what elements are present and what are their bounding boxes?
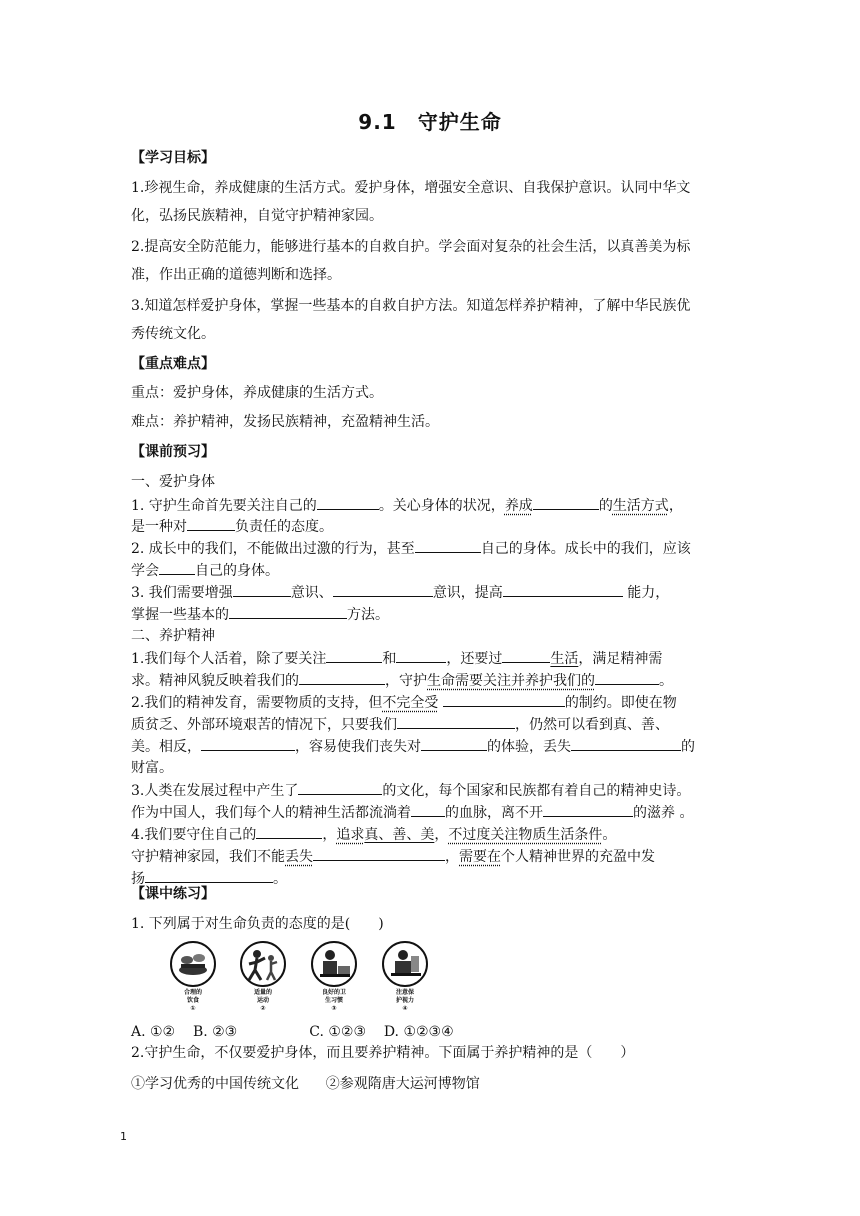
blank[interactable] [313,846,445,861]
page-title: 9.1 守护生命 [358,110,502,134]
blank[interactable] [397,714,515,729]
goal-3a: 3.知道怎样爱护身体，掌握一些基本的自救自护方法。知道怎样养护精神，了解中华民族优 [131,298,691,314]
blank[interactable] [571,736,681,751]
blank[interactable] [317,495,379,510]
blank[interactable] [333,582,433,597]
spirit-item-4: 4.我们要守住自己的 ，追求真、善、美，不过度关注物质生活条件。 [131,824,731,845]
blank[interactable] [443,692,565,707]
blank[interactable] [411,802,445,817]
spirit-item-3b: 作为中国人，我们每个人的精神生活都流淌着 的血脉，离不开 的滋养 。 [131,802,731,823]
spirit-item-2b: 质贫乏、外部环境艰苦的情况下，只要我们 ，仍然可以看到真、善、 [131,714,731,735]
spirit-item-5b: 扬 。 [131,868,731,889]
preview-item-2b: 学会 自己的身体。 [131,560,731,581]
blank[interactable] [187,516,235,531]
blank[interactable] [201,736,295,751]
preview-item-3b: 掌握一些基本的 方法。 [131,604,731,625]
blank[interactable] [421,736,487,751]
page-number: 1 [120,1130,127,1143]
option-c[interactable]: C. ①②③ [309,1024,366,1040]
option-d[interactable]: D. ①②③④ [383,1024,454,1040]
section-heading-preview: 【课前预习】 [131,444,215,460]
question-2: 2.守护生命，不仅要爱护身体，而且要养护精神。下面属于养护精神的是（ ） [131,1045,635,1061]
spirit-item-1b: 求。精神风貌反映着我们的 ，守护生命需要关注并养护我们的 。 [131,670,731,691]
question-2-statements: ①学习优秀的中国传统文化 ②参观隋唐大运河博物馆 [131,1076,480,1092]
blank[interactable] [229,604,347,619]
blank[interactable] [415,538,481,553]
key-point: 重点：爱护身体，养成健康的生活方式。 [131,385,383,401]
section-heading-keypoints: 【重点难点】 [131,356,215,372]
blank[interactable] [533,495,599,510]
question-1-images [165,940,435,1022]
preview-item-1a: 1. 守护生命首先要关注自己的 。关心身体的状况，养成 的生活方式， [131,495,731,516]
exercise-icon: 适量的 运动 ② [235,940,291,1012]
blank[interactable] [159,560,195,575]
spirit-item-2d: 财富。 [131,760,173,776]
option-b[interactable]: B. ②③ [192,1024,238,1040]
preview-heading-2: 二、养护精神 [131,628,215,644]
blank[interactable] [298,780,382,795]
section-heading-practice: 【课中练习】 [131,886,215,902]
blank[interactable] [503,582,623,597]
goal-3b: 秀传统文化。 [131,326,215,342]
hard-point: 难点：养护精神，发扬民族精神，充盈精神生活。 [131,414,439,430]
spirit-item-1a: 1.我们每个人活着，除了要关注 和 ，还要过 生活，满足精神需 [131,648,731,669]
spirit-item-2c: 美。相反， ，容易使我们丧失对 的体验，丢失 的 [131,736,731,757]
hygiene-habit-icon: 良好的卫 生习惯 ③ [306,940,362,1012]
healthy-diet-icon: 合理的 饮食 ① [165,940,221,1012]
blank[interactable] [256,824,322,839]
blank[interactable] [396,648,446,663]
blank[interactable] [543,802,633,817]
preview-item-3a: 3. 我们需要增强 意识、 意识，提高 能力， [131,582,731,603]
section-heading-goals: 【学习目标】 [131,150,215,166]
self-protection-icon: 注意保 护视力 ④ [377,940,433,1012]
preview-item-2a: 2. 成长中的我们，不能做出过激的行为，甚至 自己的身体。成长中的我们，应该 [131,538,731,559]
spirit-item-5a: 守护精神家园，我们不能丢失 ，需要在个人精神世界的充盈中发 [131,846,731,867]
goal-2b: 准，作出正确的道德判断和选择。 [131,267,341,283]
blank[interactable] [326,648,382,663]
blank[interactable] [145,868,273,883]
spirit-item-2a: 2.我们的精神发育，需要物质的支持，但不完全受 的制约。即使在物 [131,692,731,713]
blank[interactable] [299,670,385,685]
blank[interactable] [595,670,659,685]
preview-heading-1: 一、爱护身体 [131,474,215,490]
blank[interactable] [502,648,550,663]
blank[interactable] [233,582,291,597]
spirit-item-3a: 3.人类在发展过程中产生了 的文化，每个国家和民族都有着自己的精神史诗。 [131,780,731,801]
goal-1b: 化，弘扬民族精神，自觉守护精神家园。 [131,208,383,224]
question-1: 1. 下列属于对生命负责的态度的是( ) [131,916,384,932]
goal-1a: 1.珍视生命，养成健康的生活方式。爱护身体，增强安全意识、自我保护意识。认同中华文 [131,180,691,196]
goal-2a: 2.提高安全防范能力，能够进行基本的自救自护。学会面对复杂的社会生活，以真善美为标 [131,239,691,255]
preview-item-1b: 是一种对 负责任的态度。 [131,516,731,537]
question-1-options [131,1022,731,1042]
option-a[interactable]: A. ①② [131,1024,176,1040]
